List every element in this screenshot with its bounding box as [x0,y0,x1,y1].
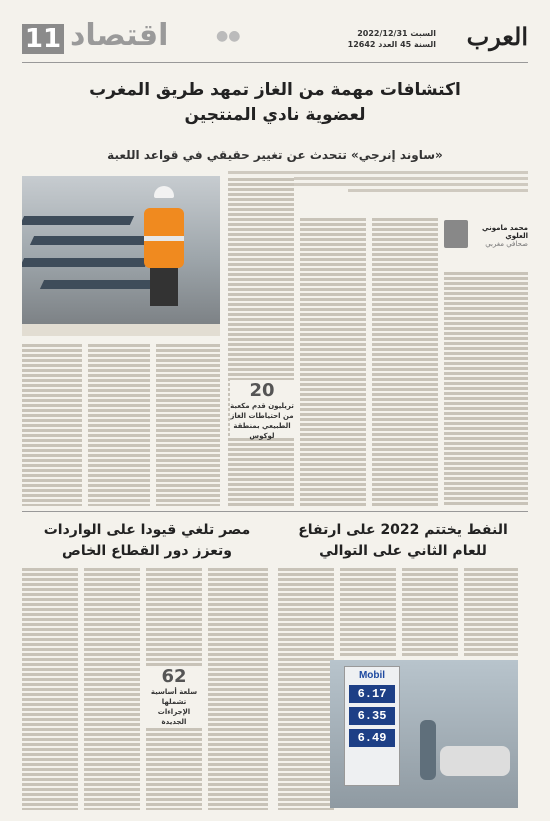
paper-logo: العرب [466,22,528,51]
person-figure [420,720,436,780]
egypt-column-2 [84,566,140,810]
page-number: 11 [22,24,64,54]
main-headline-line1: اكتشافات مهمة من الغاز تمهد طريق المغرب [89,80,461,100]
oil-headline-line2: للعام الثاني على التوالي [319,543,487,559]
main-headline [22,78,528,128]
car-shape [440,746,510,776]
main-headline-line2: لعضوية نادي المنتجين [184,105,366,125]
main-column-6 [372,216,438,506]
main-column-7 [444,270,528,506]
main-column-2 [88,342,150,506]
gas-field-photo [22,176,220,324]
main-subhead: «ساوند إنرجي» تتحدث عن تغيير حقيقي في قواعد اللعبة [107,148,443,162]
photo-caption [22,324,220,336]
price-3: 6.49 [349,729,395,747]
oil-headline-line1: النفط يختتم 2022 على ارتفاع [298,522,508,538]
egypt-headline [22,520,272,562]
price-1: 6.17 [349,685,395,703]
issue-number: السنة 45 العدد 12642 [347,40,436,49]
main-column-3 [156,342,220,506]
section-ornament-icon: ●● [216,28,241,44]
fuel-station-photo [330,660,518,808]
main-column-4 [228,176,294,506]
oil-headline [278,520,528,562]
egypt-quote-text: سلعة أساسية تشملها الإجراءات الجديدة [150,688,198,726]
egypt-column-1 [22,566,78,810]
main-column-5 [300,216,366,506]
author-title: صحافي مغربي [485,240,528,248]
mobil-logo: Mobil [358,670,386,681]
price-2: 6.35 [349,707,395,725]
main-quote-text: تريليون قدم مكعبة من احتياطات الغاز الطبيعي بمنطقة لوكوس [230,402,294,440]
oil-column-3 [402,566,458,656]
masthead-divider [22,62,528,63]
masthead [22,18,528,60]
price-sign [344,666,400,786]
egypt-quote-box [146,666,202,726]
oil-column-1 [278,566,334,810]
dateline [348,28,436,50]
author-byline [444,220,528,248]
oil-column-4 [464,566,518,656]
egypt-headline-line2: وتعزز دور القطاع الخاص [61,543,233,559]
egypt-column-4 [208,566,268,810]
author-avatar [444,220,468,248]
oil-column-2 [340,566,396,656]
section-divider [22,511,528,512]
main-column-1 [22,342,82,506]
worker-figure [140,186,186,306]
fuel-photo-caption [330,808,518,816]
section-title: اقتصاد [70,18,169,53]
main-quote-box [230,380,294,440]
issue-date: السبت 2022/12/31 [357,29,436,38]
author-name: محمد ماموني العلوي [482,224,528,240]
egypt-quote-number: 62 [161,666,187,687]
main-quote-number: 20 [249,380,275,401]
egypt-headline-line1: مصر تلغي قيودا على الواردات [43,522,251,538]
